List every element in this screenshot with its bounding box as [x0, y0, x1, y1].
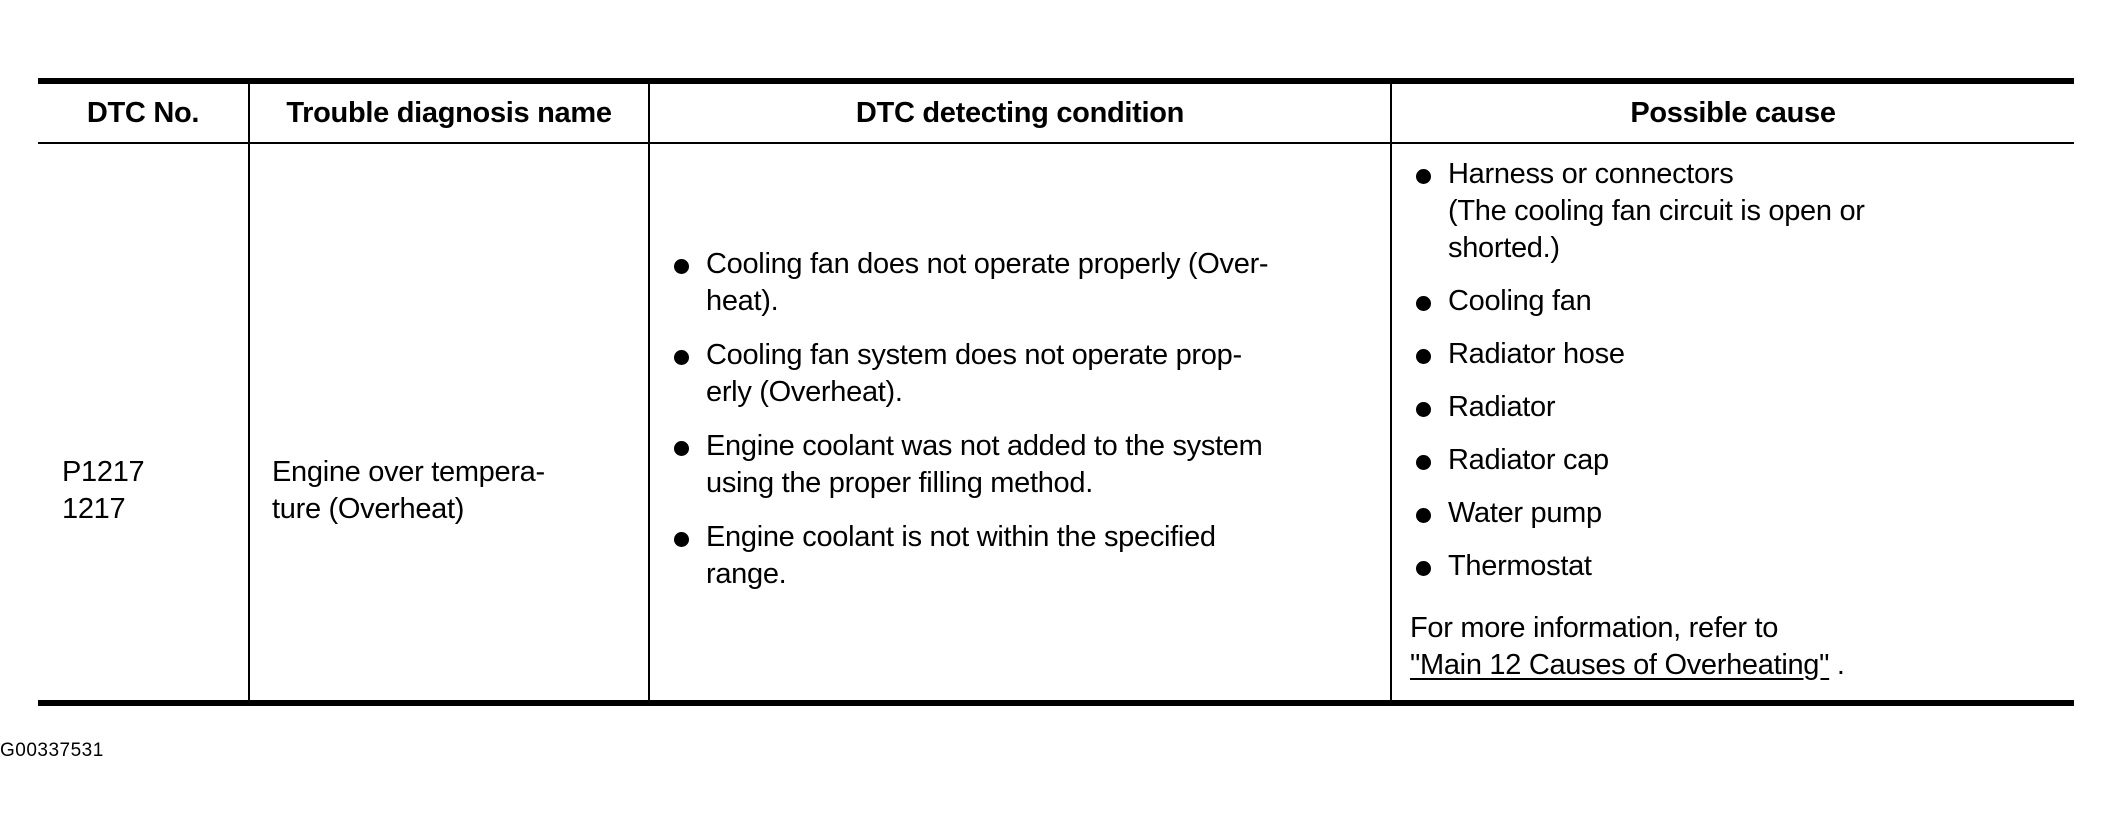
condition-2-line-2: erly (Overheat). [706, 376, 903, 408]
condition-1-line-1: Cooling fan does not operate properly (Over- [706, 248, 1269, 280]
list-item [668, 246, 1380, 320]
cell-possible-cause [1390, 144, 2074, 700]
condition-4-line-1: Engine coolant is not within the specified [706, 521, 1216, 553]
cause-radiator-hose: Radiator hose [1448, 338, 1625, 370]
diagnosis-name [272, 454, 642, 528]
cause-radiator-cap: Radiator cap [1448, 444, 1609, 476]
figure-id: G00337531 [0, 740, 104, 761]
cause-radiator: Radiator [1448, 391, 1556, 423]
cell-detecting-condition [648, 144, 1390, 700]
table-row [38, 144, 2074, 700]
list-item [1410, 442, 2060, 479]
dtc-codes [62, 454, 144, 528]
condition-list [668, 246, 1380, 610]
more-info-text: For more information, refer to [1410, 612, 1779, 644]
condition-2-line-1: Cooling fan system does not operate prop- [706, 339, 1242, 371]
bullet-icon [674, 259, 689, 274]
more-info [1410, 610, 1845, 684]
dtc-code-primary: P1217 [62, 456, 145, 488]
header-trouble-diagnosis-name: Trouble diagnosis name [248, 84, 648, 142]
list-item [1410, 495, 2060, 532]
condition-1-line-2: heat). [706, 285, 779, 317]
cause-water-pump: Water pump [1448, 497, 1602, 529]
cause-cooling-fan: Cooling fan [1448, 285, 1592, 317]
diagnosis-name-line-2: ture (Overheat) [272, 493, 465, 525]
more-info-line-2 [1410, 647, 1845, 684]
bullet-icon [1416, 349, 1431, 364]
list-item [1410, 389, 2060, 426]
cause-thermostat: Thermostat [1448, 550, 1592, 582]
cause-harness-detail-1: (The cooling fan circuit is open or [1448, 195, 1865, 227]
header-possible-cause: Possible cause [1390, 84, 2074, 142]
cause-harness-detail-2: shorted.) [1448, 232, 1560, 264]
list-item [1410, 548, 2060, 585]
condition-3-line-1: Engine coolant was not added to the system [706, 430, 1263, 462]
header-dtc-no: DTC No. [86, 96, 200, 129]
more-info-suffix: . [1829, 649, 1845, 681]
table-header-row [38, 84, 2074, 144]
cause-list [1410, 156, 2060, 601]
bullet-icon [674, 532, 689, 547]
diagnosis-name-line-1: Engine over tempera- [272, 456, 545, 488]
bullet-icon [1416, 508, 1431, 523]
dtc-table [38, 78, 2074, 706]
bullet-icon [1416, 402, 1431, 417]
list-item [668, 519, 1380, 593]
list-item [1410, 283, 2060, 320]
bullet-icon [1416, 169, 1431, 184]
cell-dtc-no [38, 144, 248, 700]
bullet-icon [1416, 455, 1431, 470]
condition-4-line-2: range. [706, 558, 787, 590]
dtc-code-secondary: 1217 [62, 493, 126, 525]
bullet-icon [1416, 296, 1431, 311]
bullet-icon [674, 441, 689, 456]
condition-3-line-2: using the proper filling method. [706, 467, 1093, 499]
cell-diagnosis-name [248, 144, 648, 700]
bullet-icon [674, 350, 689, 365]
list-item [1410, 336, 2060, 373]
bullet-icon [1416, 561, 1431, 576]
cause-harness: Harness or connectors [1448, 158, 1734, 190]
list-item [668, 337, 1380, 411]
overheating-causes-link[interactable]: "Main 12 Causes of Overheating" [1410, 649, 1830, 681]
list-item [1410, 156, 2060, 267]
header-dtc-detecting-condition: DTC detecting condition [648, 84, 1390, 142]
list-item [668, 428, 1380, 502]
